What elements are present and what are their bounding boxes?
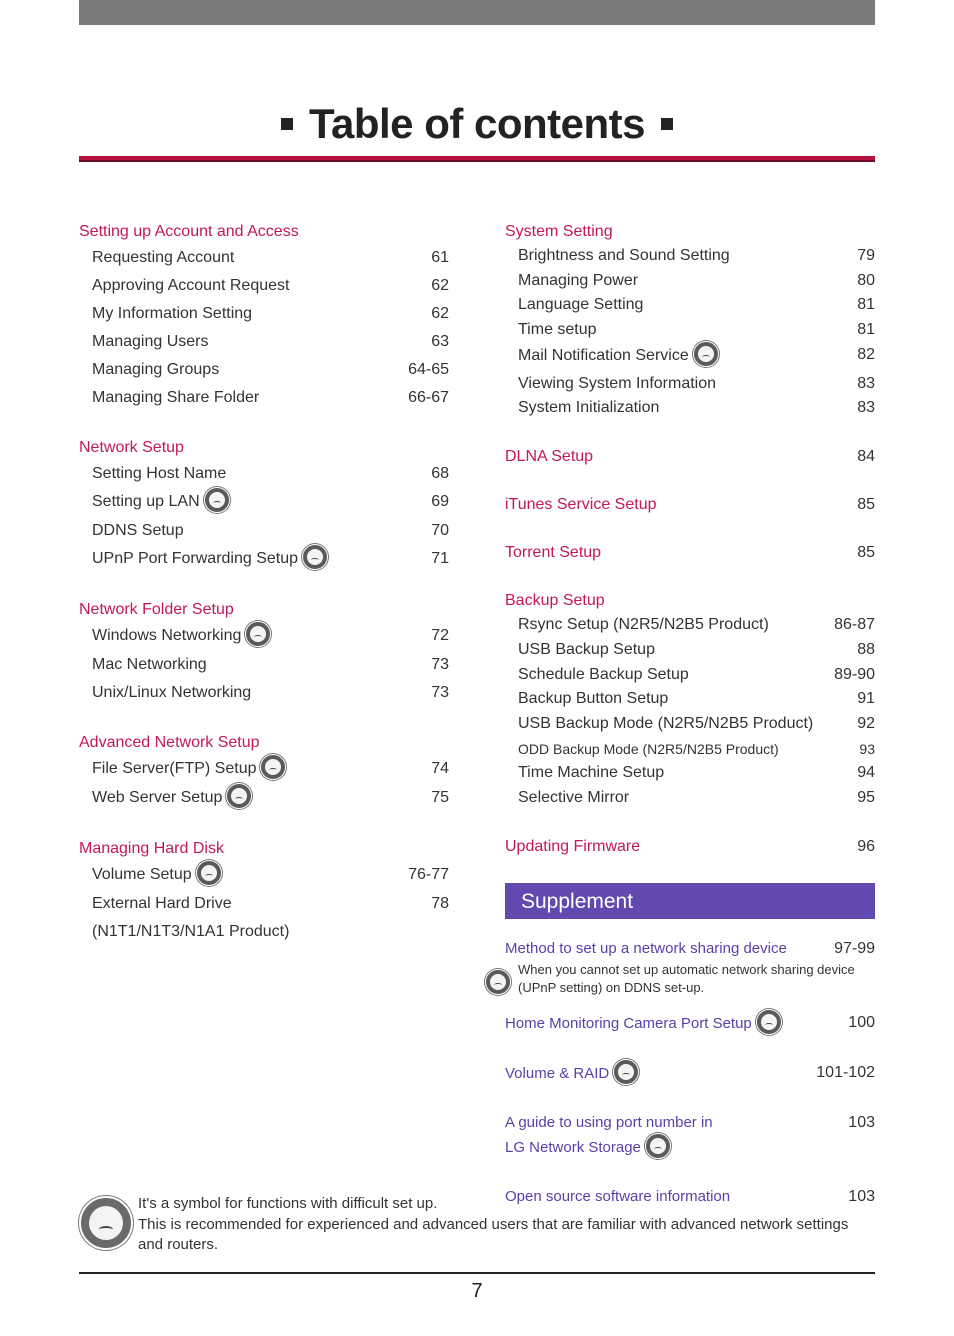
toc-entry-managing-users[interactable] bbox=[79, 328, 449, 356]
toc-section-dlna-setup bbox=[505, 445, 875, 469]
toc-entry-selective-mirror[interactable] bbox=[505, 786, 875, 811]
section-title[interactable]: Updating Firmware 96 bbox=[505, 835, 875, 859]
entry-page-number: 91 bbox=[857, 690, 875, 708]
toc-entry-language-setting[interactable] bbox=[505, 293, 875, 318]
section-title[interactable]: Backup Setup bbox=[505, 592, 605, 610]
section-title[interactable]: Managing Hard Disk bbox=[79, 840, 224, 857]
entry-label: Mail Notification Service bbox=[518, 346, 689, 364]
entry-label: Volume Setup bbox=[92, 866, 192, 883]
entry-page-number: 70 bbox=[431, 522, 449, 539]
entry-label: Managing Users bbox=[92, 333, 209, 350]
entry-page-number: 71 bbox=[431, 550, 449, 567]
difficult-setup-face-icon bbox=[485, 969, 511, 995]
toc-section-backup-setup bbox=[505, 589, 875, 811]
footer-legend-text: It's a symbol for functions with difficult set up. This is recommended for experienced and advanced users that are familiar with advanced network settings and routers. bbox=[138, 1195, 849, 1253]
entry-page-number: 73 bbox=[431, 684, 449, 701]
entry-page-number: 64-65 bbox=[408, 361, 449, 378]
entry-label: Managing Power bbox=[518, 271, 639, 289]
section-title[interactable]: Advanced Network Setup bbox=[79, 734, 260, 751]
supplement-header: Supplement bbox=[505, 883, 875, 919]
entry-page-number: 75 bbox=[431, 789, 449, 806]
entry-label: Time setup bbox=[518, 321, 597, 339]
entry-label: Setting up LAN bbox=[92, 493, 200, 510]
entry-label: Viewing System Information bbox=[518, 374, 717, 392]
section-title[interactable]: Setting up Account and Access bbox=[79, 223, 299, 240]
entry-page-number: 69 bbox=[431, 493, 449, 510]
entry-page-number: 72 bbox=[431, 627, 449, 644]
toc-section-system-setting bbox=[505, 220, 875, 421]
entry-page-number: 83 bbox=[857, 399, 875, 417]
section-page-number: 84 bbox=[857, 448, 875, 466]
toc-left-column bbox=[79, 220, 449, 970]
toc-entry-brightness-and-sound-setting[interactable] bbox=[505, 244, 875, 269]
toc-section-setting-up-account-and-access bbox=[79, 220, 449, 412]
toc-entry-requesting-account[interactable] bbox=[79, 244, 449, 272]
entry-label: Language Setting bbox=[518, 296, 644, 314]
entry-label: Selective Mirror bbox=[518, 788, 630, 806]
section-title[interactable]: iTunes Service Setup 85 bbox=[505, 493, 875, 517]
toc-entry-approving-account-request[interactable] bbox=[79, 272, 449, 300]
section-title[interactable]: Network Setup bbox=[79, 439, 184, 456]
entry-label: External Hard Drive bbox=[92, 895, 232, 912]
entry-page-number: 95 bbox=[857, 788, 875, 806]
toc-entry-setting-up-lan[interactable] bbox=[79, 488, 449, 517]
section-title[interactable]: System Setting bbox=[505, 223, 613, 240]
toc-entry-backup-button-setup[interactable] bbox=[505, 687, 875, 712]
entry-label: Managing Share Folder bbox=[92, 389, 260, 406]
entry-label: USB Backup Setup bbox=[518, 640, 655, 658]
entry-page-number: 86-87 bbox=[834, 616, 875, 634]
toc-entry-managing-groups[interactable] bbox=[79, 356, 449, 384]
toc-entry-file-server-ftp-setup[interactable] bbox=[79, 755, 449, 784]
difficult-setup-face-icon bbox=[226, 783, 252, 809]
toc-section-itunes-service-setup bbox=[505, 493, 875, 517]
entry-page-number: 83 bbox=[857, 374, 875, 392]
entry-page-number: 93 bbox=[859, 740, 875, 757]
entry-page-number: 79 bbox=[857, 247, 875, 264]
toc-section-network-folder-setup bbox=[79, 598, 449, 707]
difficult-setup-face-icon bbox=[245, 621, 271, 647]
toc-entry-volume-setup[interactable] bbox=[79, 861, 449, 890]
toc-section-updating-firmware bbox=[505, 835, 875, 859]
entry-page-number: 81 bbox=[857, 321, 875, 339]
toc-section-advanced-network-setup bbox=[79, 731, 449, 813]
difficult-setup-face-icon bbox=[302, 544, 328, 570]
toc-entry-mail-notification-service[interactable] bbox=[505, 343, 875, 372]
entry-label: Rsync Setup (N2R5/N2B5 Product) bbox=[518, 616, 769, 634]
entry-label: Windows Networking bbox=[92, 627, 242, 644]
title-bullet-left-icon bbox=[281, 118, 293, 130]
toc-entry-my-information-setting[interactable] bbox=[79, 300, 449, 328]
entry-page-number: 63 bbox=[431, 333, 449, 350]
section-page-number: 85 bbox=[857, 544, 875, 562]
toc-right-column bbox=[505, 220, 875, 1209]
entry-label: My Information Setting bbox=[92, 305, 253, 322]
section-title[interactable]: Network Folder Setup bbox=[79, 601, 234, 618]
toc-entry-usb-backup-mode-n2r5-n2b5-product[interactable] bbox=[505, 712, 875, 737]
toc-entry-time-setup[interactable] bbox=[505, 318, 875, 343]
difficult-setup-face-icon bbox=[260, 754, 286, 780]
entry-label: DDNS Setup bbox=[92, 522, 184, 539]
page-title: Table of contents bbox=[79, 100, 875, 148]
toc-entry-system-initialization[interactable] bbox=[505, 396, 875, 421]
entry-label: Backup Button Setup bbox=[518, 690, 669, 708]
entry-page-number: 80 bbox=[857, 271, 875, 289]
toc-entry-windows-networking[interactable] bbox=[79, 622, 449, 651]
toc-entry-time-machine-setup[interactable] bbox=[505, 761, 875, 786]
entry-label: File Server(FTP) Setup bbox=[92, 760, 257, 777]
section-title[interactable]: Torrent Setup 85 bbox=[505, 541, 875, 565]
toc-entry-upnp-port-forwarding-setup[interactable] bbox=[79, 545, 449, 574]
entry-label: (N1T1/N1T3/N1A1 Product) bbox=[92, 923, 290, 940]
toc-entry-n1t1-n1t3-n1a1-product[interactable] bbox=[79, 918, 449, 946]
entry-page-number: 92 bbox=[857, 714, 875, 732]
entry-page-number: 62 bbox=[431, 305, 449, 322]
entry-label: UPnP Port Forwarding Setup bbox=[92, 550, 299, 567]
difficult-setup-face-icon bbox=[756, 1009, 782, 1035]
supplement-entry-network-sharing[interactable]: Method to set up a network sharing device 97-99 bbox=[505, 939, 875, 957]
difficult-setup-face-icon bbox=[204, 487, 230, 513]
entry-label: Unix/Linux Networking bbox=[92, 684, 252, 701]
entry-label: USB Backup Mode (N2R5/N2B5 Product) bbox=[518, 714, 814, 732]
entry-page-number: 74 bbox=[431, 760, 449, 777]
supplement-entry-home-monitoring[interactable]: Home Monitoring Camera Port Setup 100 bbox=[505, 1011, 875, 1035]
entry-label: ODD Backup Mode (N2R5/N2B5 Product) bbox=[518, 740, 779, 757]
section-page-number: 96 bbox=[857, 837, 875, 855]
toc-entry-unix-linux-networking[interactable] bbox=[79, 679, 449, 707]
entry-label: Requesting Account bbox=[92, 249, 235, 266]
supplement-entry-open-source[interactable]: Open source software information 103 bbox=[505, 1187, 875, 1205]
entry-label: Managing Groups bbox=[92, 361, 220, 378]
toc-entry-ddns-setup[interactable] bbox=[79, 517, 449, 545]
entry-page-number: 94 bbox=[857, 764, 875, 782]
entry-page-number: 88 bbox=[857, 640, 875, 658]
entry-label: Time Machine Setup bbox=[518, 764, 665, 782]
toc-entry-viewing-system-information[interactable] bbox=[505, 372, 875, 397]
footer-divider bbox=[79, 1272, 875, 1274]
entry-page-number: 62 bbox=[431, 277, 449, 294]
difficult-setup-face-icon bbox=[693, 341, 719, 367]
supplement-note: When you cannot set up automatic network sharing device (UPnP setting) on DDNS set-up. bbox=[505, 961, 875, 997]
entry-label: System Initialization bbox=[518, 399, 660, 417]
entry-page-number: 66-67 bbox=[408, 389, 449, 406]
entry-page-number: 81 bbox=[857, 296, 875, 314]
toc-entry-mac-networking[interactable] bbox=[79, 651, 449, 679]
entry-label: Approving Account Request bbox=[92, 277, 290, 294]
toc-entry-setting-host-name[interactable] bbox=[79, 460, 449, 488]
toc-entry-odd-backup-mode-n2r5-n2b5-product[interactable] bbox=[505, 737, 875, 762]
section-page-number: 85 bbox=[857, 496, 875, 514]
top-header-bar bbox=[79, 0, 875, 25]
toc-entry-external-hard-drive[interactable] bbox=[79, 890, 449, 918]
entry-page-number: 89-90 bbox=[834, 665, 875, 683]
entry-page-number: 61 bbox=[431, 249, 449, 266]
toc-entry-rsync-setup-n2r5-n2b5-product[interactable] bbox=[505, 613, 875, 638]
entry-label: Brightness and Sound Setting bbox=[518, 247, 730, 264]
difficult-setup-face-icon bbox=[613, 1059, 639, 1085]
supplement-entry-port-guide-line2: LG Network Storage bbox=[505, 1135, 875, 1159]
section-title[interactable]: DLNA Setup 84 bbox=[505, 445, 875, 469]
entry-label: Setting Host Name bbox=[92, 465, 227, 482]
toc-section-managing-hard-disk bbox=[79, 837, 449, 946]
entry-page-number: 82 bbox=[857, 345, 875, 363]
entry-label: Web Server Setup bbox=[92, 789, 223, 806]
entry-label: Mac Networking bbox=[92, 656, 207, 673]
title-bullet-right-icon bbox=[661, 118, 673, 130]
toc-entry-managing-share-folder[interactable] bbox=[79, 384, 449, 412]
entry-page-number: 73 bbox=[431, 656, 449, 673]
difficult-setup-face-icon bbox=[645, 1133, 671, 1159]
toc-entry-managing-power[interactable] bbox=[505, 269, 875, 294]
entry-label: Schedule Backup Setup bbox=[518, 665, 689, 683]
entry-page-number: 68 bbox=[431, 465, 449, 482]
supplement-entry-port-guide[interactable]: A guide to using port number in 103 bbox=[505, 1113, 875, 1131]
toc-entry-web-server-setup[interactable] bbox=[79, 784, 449, 813]
difficult-setup-face-icon bbox=[79, 1196, 133, 1250]
toc-entry-usb-backup-setup[interactable] bbox=[505, 638, 875, 663]
toc-section-network-setup bbox=[79, 436, 449, 574]
toc-section-torrent-setup bbox=[505, 541, 875, 565]
entry-page-number: 76-77 bbox=[408, 866, 449, 883]
difficult-setup-face-icon bbox=[196, 860, 222, 886]
supplement-entry-volume-raid[interactable]: Volume & RAID 101-102 bbox=[505, 1061, 875, 1085]
title-divider bbox=[79, 156, 875, 162]
page-number: 7 bbox=[471, 1280, 483, 1302]
entry-page-number: 78 bbox=[431, 895, 449, 912]
toc-entry-schedule-backup-setup[interactable] bbox=[505, 663, 875, 688]
